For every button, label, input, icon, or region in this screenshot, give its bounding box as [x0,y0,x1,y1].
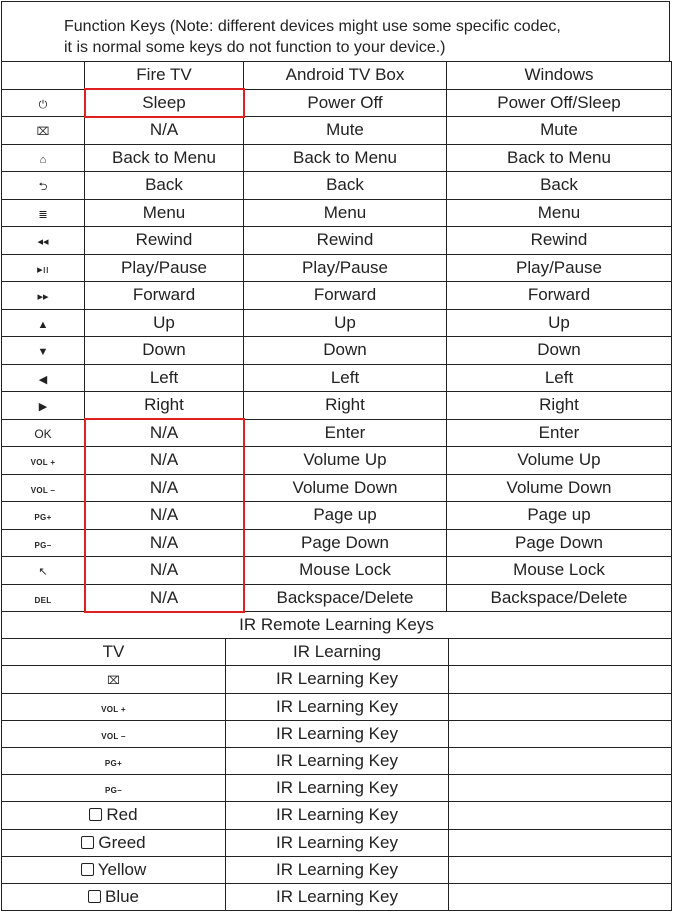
mute-icon: ⌧ [36,126,50,139]
fire-tv-cell: N/A [85,447,244,475]
play-pause-icon: ▸ıı [37,263,49,276]
table-row [2,89,672,117]
android-tv-cell: Mute [244,117,447,145]
ir-row [2,883,672,910]
note-line-1: Function Keys (Note: different devices might use some specific codec, [64,18,561,35]
key-icon-cell [2,254,85,282]
fire-tv-cell: Rewind [85,227,244,255]
key-icon-cell [2,337,85,365]
table-row [2,309,672,337]
ir-learning-cell: IR Learning Key [226,693,449,720]
android-tv-cell: Play/Pause [244,254,447,282]
key-icon-cell [2,144,85,172]
android-tv-cell: Mouse Lock [244,557,447,585]
note-line-2: it is normal some keys do not function to your device.) [64,39,446,56]
ir-learning-cell: IR Learning Key [226,883,449,910]
fire-tv-cell: N/A [85,529,244,557]
android-tv-cell: Right [244,392,447,420]
ir-learning-cell: IR Learning Key [226,720,449,747]
table-row [2,117,672,145]
right-arrow-icon: ▶ [38,401,48,414]
android-tv-cell: Power Off [244,89,447,117]
table-row [2,474,672,502]
color-key-label: Red [106,805,138,825]
color-key-label: Yellow [97,859,147,879]
key-icon-cell [2,447,85,475]
up-arrow-icon: ▲ [37,318,49,331]
ir-title-row [2,612,672,639]
android-tv-cell: Left [244,364,447,392]
header-icon-col [2,62,85,90]
ir-learning-cell: IR Learning Key [226,666,449,693]
windows-cell: Forward [447,282,672,310]
delete-icon: DEL [34,595,52,605]
windows-cell: Menu [447,199,672,227]
table-row [2,419,672,447]
android-tv-cell: Page Down [244,529,447,557]
fire-tv-cell: N/A [85,557,244,585]
key-icon-cell [2,529,85,557]
key-icon-cell [2,419,85,447]
android-tv-cell: Page up [244,502,447,530]
ir-key-cell [2,802,226,829]
android-tv-cell: Forward [244,282,447,310]
menu-icon: ≣ [38,208,48,221]
fire-tv-cell: Menu [85,199,244,227]
windows-cell: Power Off/Sleep [447,89,672,117]
ir-learning-cell: IR Learning Key [226,775,449,802]
ir-header-learning: IR Learning [226,639,449,666]
windows-cell: Backspace/Delete [447,584,672,612]
ir-learning-cell: IR Learning Key [226,747,449,774]
pg-minus-label: PG– [34,540,52,550]
forward-icon: ▸▸ [37,291,49,304]
fire-tv-cell: N/A [85,502,244,530]
windows-cell: Page up [447,502,672,530]
color-key-square-icon [89,808,102,821]
windows-cell: Page Down [447,529,672,557]
android-tv-cell: Volume Up [244,447,447,475]
ir-learning-table [1,611,672,911]
ir-empty-cell [449,720,672,747]
android-tv-cell: Up [244,309,447,337]
note-box [1,1,670,61]
table-row [2,199,672,227]
ir-empty-cell [449,775,672,802]
windows-cell: Rewind [447,227,672,255]
ir-row [2,720,672,747]
ir-empty-cell [449,693,672,720]
table-row [2,502,672,530]
ir-learning-cell: IR Learning Key [226,856,449,883]
key-icon-cell [2,282,85,310]
header-windows: Windows [447,62,672,90]
key-icon-cell [2,172,85,200]
ir-empty-cell [449,747,672,774]
fire-tv-cell: N/A [85,584,244,612]
windows-cell: Back [447,172,672,200]
windows-cell: Enter [447,419,672,447]
color-key-square-icon [88,890,101,903]
windows-cell: Left [447,364,672,392]
android-tv-cell: Menu [244,199,447,227]
table-row [2,172,672,200]
header-fire-tv: Fire TV [85,62,244,90]
table-row [2,144,672,172]
windows-cell: Mouse Lock [447,557,672,585]
android-tv-cell: Volume Down [244,474,447,502]
table-row [2,447,672,475]
ir-key-cell [2,829,226,856]
ir-row [2,693,672,720]
color-key-square-icon [81,863,94,876]
fire-tv-cell: Forward [85,282,244,310]
fire-tv-cell: Right [85,392,244,420]
windows-cell: Volume Up [447,447,672,475]
ir-row [2,775,672,802]
table-row [2,227,672,255]
windows-cell: Back to Menu [447,144,672,172]
key-icon-cell [2,117,85,145]
ir-key-cell [2,693,226,720]
table-row [2,254,672,282]
key-icon-cell [2,309,85,337]
ir-empty-cell [449,802,672,829]
android-tv-cell: Enter [244,419,447,447]
ir-key-cell [2,720,226,747]
fire-tv-cell: Back to Menu [85,144,244,172]
key-icon-cell [2,199,85,227]
ir-empty-cell [449,883,672,910]
pg-plus-label: PG+ [34,513,52,523]
ir-row [2,856,672,883]
fire-tv-cell: N/A [85,419,244,447]
windows-cell: Right [447,392,672,420]
key-icon-cell [2,392,85,420]
ir-key-glyph: PG– [105,786,122,796]
windows-cell: Mute [447,117,672,145]
table-row [2,529,672,557]
table-row [2,584,672,612]
home-icon: ⌂ [39,153,47,166]
key-icon-cell [2,89,85,117]
mouse-lock-icon: ↖ [38,566,48,579]
color-key-square-icon [81,836,94,849]
android-tv-cell: Rewind [244,227,447,255]
header-android-tv-box: Android TV Box [244,62,447,90]
rewind-icon: ◂◂ [37,236,49,249]
fire-tv-cell: Up [85,309,244,337]
ir-empty-cell [449,856,672,883]
vol-minus-label: VOL – [30,485,56,495]
ir-header-tv: TV [2,639,226,666]
android-tv-cell: Back [244,172,447,200]
windows-cell: Play/Pause [447,254,672,282]
key-icon-cell [2,474,85,502]
color-key-label: Greed [98,832,146,852]
windows-cell: Up [447,309,672,337]
table-row [2,557,672,585]
ir-row [2,666,672,693]
key-icon-cell [2,364,85,392]
ir-learning-cell: IR Learning Key [226,802,449,829]
ir-key-cell [2,666,226,693]
left-arrow-icon: ◀ [38,373,48,386]
key-icon-cell [2,227,85,255]
table-row [2,364,672,392]
ir-header-row [2,639,672,666]
ir-row [2,747,672,774]
ir-row [2,829,672,856]
power-icon: ⏻ [38,98,48,111]
ir-key-cell [2,747,226,774]
key-icon-cell [2,557,85,585]
ir-empty-cell [449,829,672,856]
windows-cell: Volume Down [447,474,672,502]
table-row [2,337,672,365]
fire-tv-cell: N/A [85,474,244,502]
fire-tv-cell: Down [85,337,244,365]
down-arrow-icon: ▼ [37,346,49,359]
color-key-label: Blue [104,886,140,906]
ir-key-cell [2,775,226,802]
function-keys-table [1,61,672,612]
table-row [2,392,672,420]
table-row [2,282,672,310]
ir-key-glyph: PG+ [104,759,123,769]
ir-key-cell [2,856,226,883]
fire-tv-cell: Left [85,364,244,392]
vol-plus-label: VOL + [30,458,56,468]
fire-tv-cell: Back [85,172,244,200]
android-tv-cell: Back to Menu [244,144,447,172]
ir-header-empty [449,639,672,666]
ir-learning-cell: IR Learning Key [226,829,449,856]
windows-cell: Down [447,337,672,365]
ir-key-glyph: VOL + [101,704,126,714]
ir-empty-cell [449,666,672,693]
ir-row [2,802,672,829]
ir-key-cell [2,883,226,910]
fire-tv-cell: Play/Pause [85,254,244,282]
key-icon-cell [2,584,85,612]
key-icon-cell [2,502,85,530]
ir-section-title: IR Remote Learning Keys [2,612,672,639]
fire-tv-cell: N/A [85,117,244,145]
android-tv-cell: Down [244,337,447,365]
ir-key-glyph: ⌧ [107,675,120,688]
fire-tv-cell: Sleep [85,89,244,117]
ok-label: OK [34,426,52,441]
back-icon: ⮌ [38,181,48,194]
ir-key-glyph: VOL – [101,731,126,741]
table-header-row [2,62,672,90]
android-tv-cell: Backspace/Delete [244,584,447,612]
